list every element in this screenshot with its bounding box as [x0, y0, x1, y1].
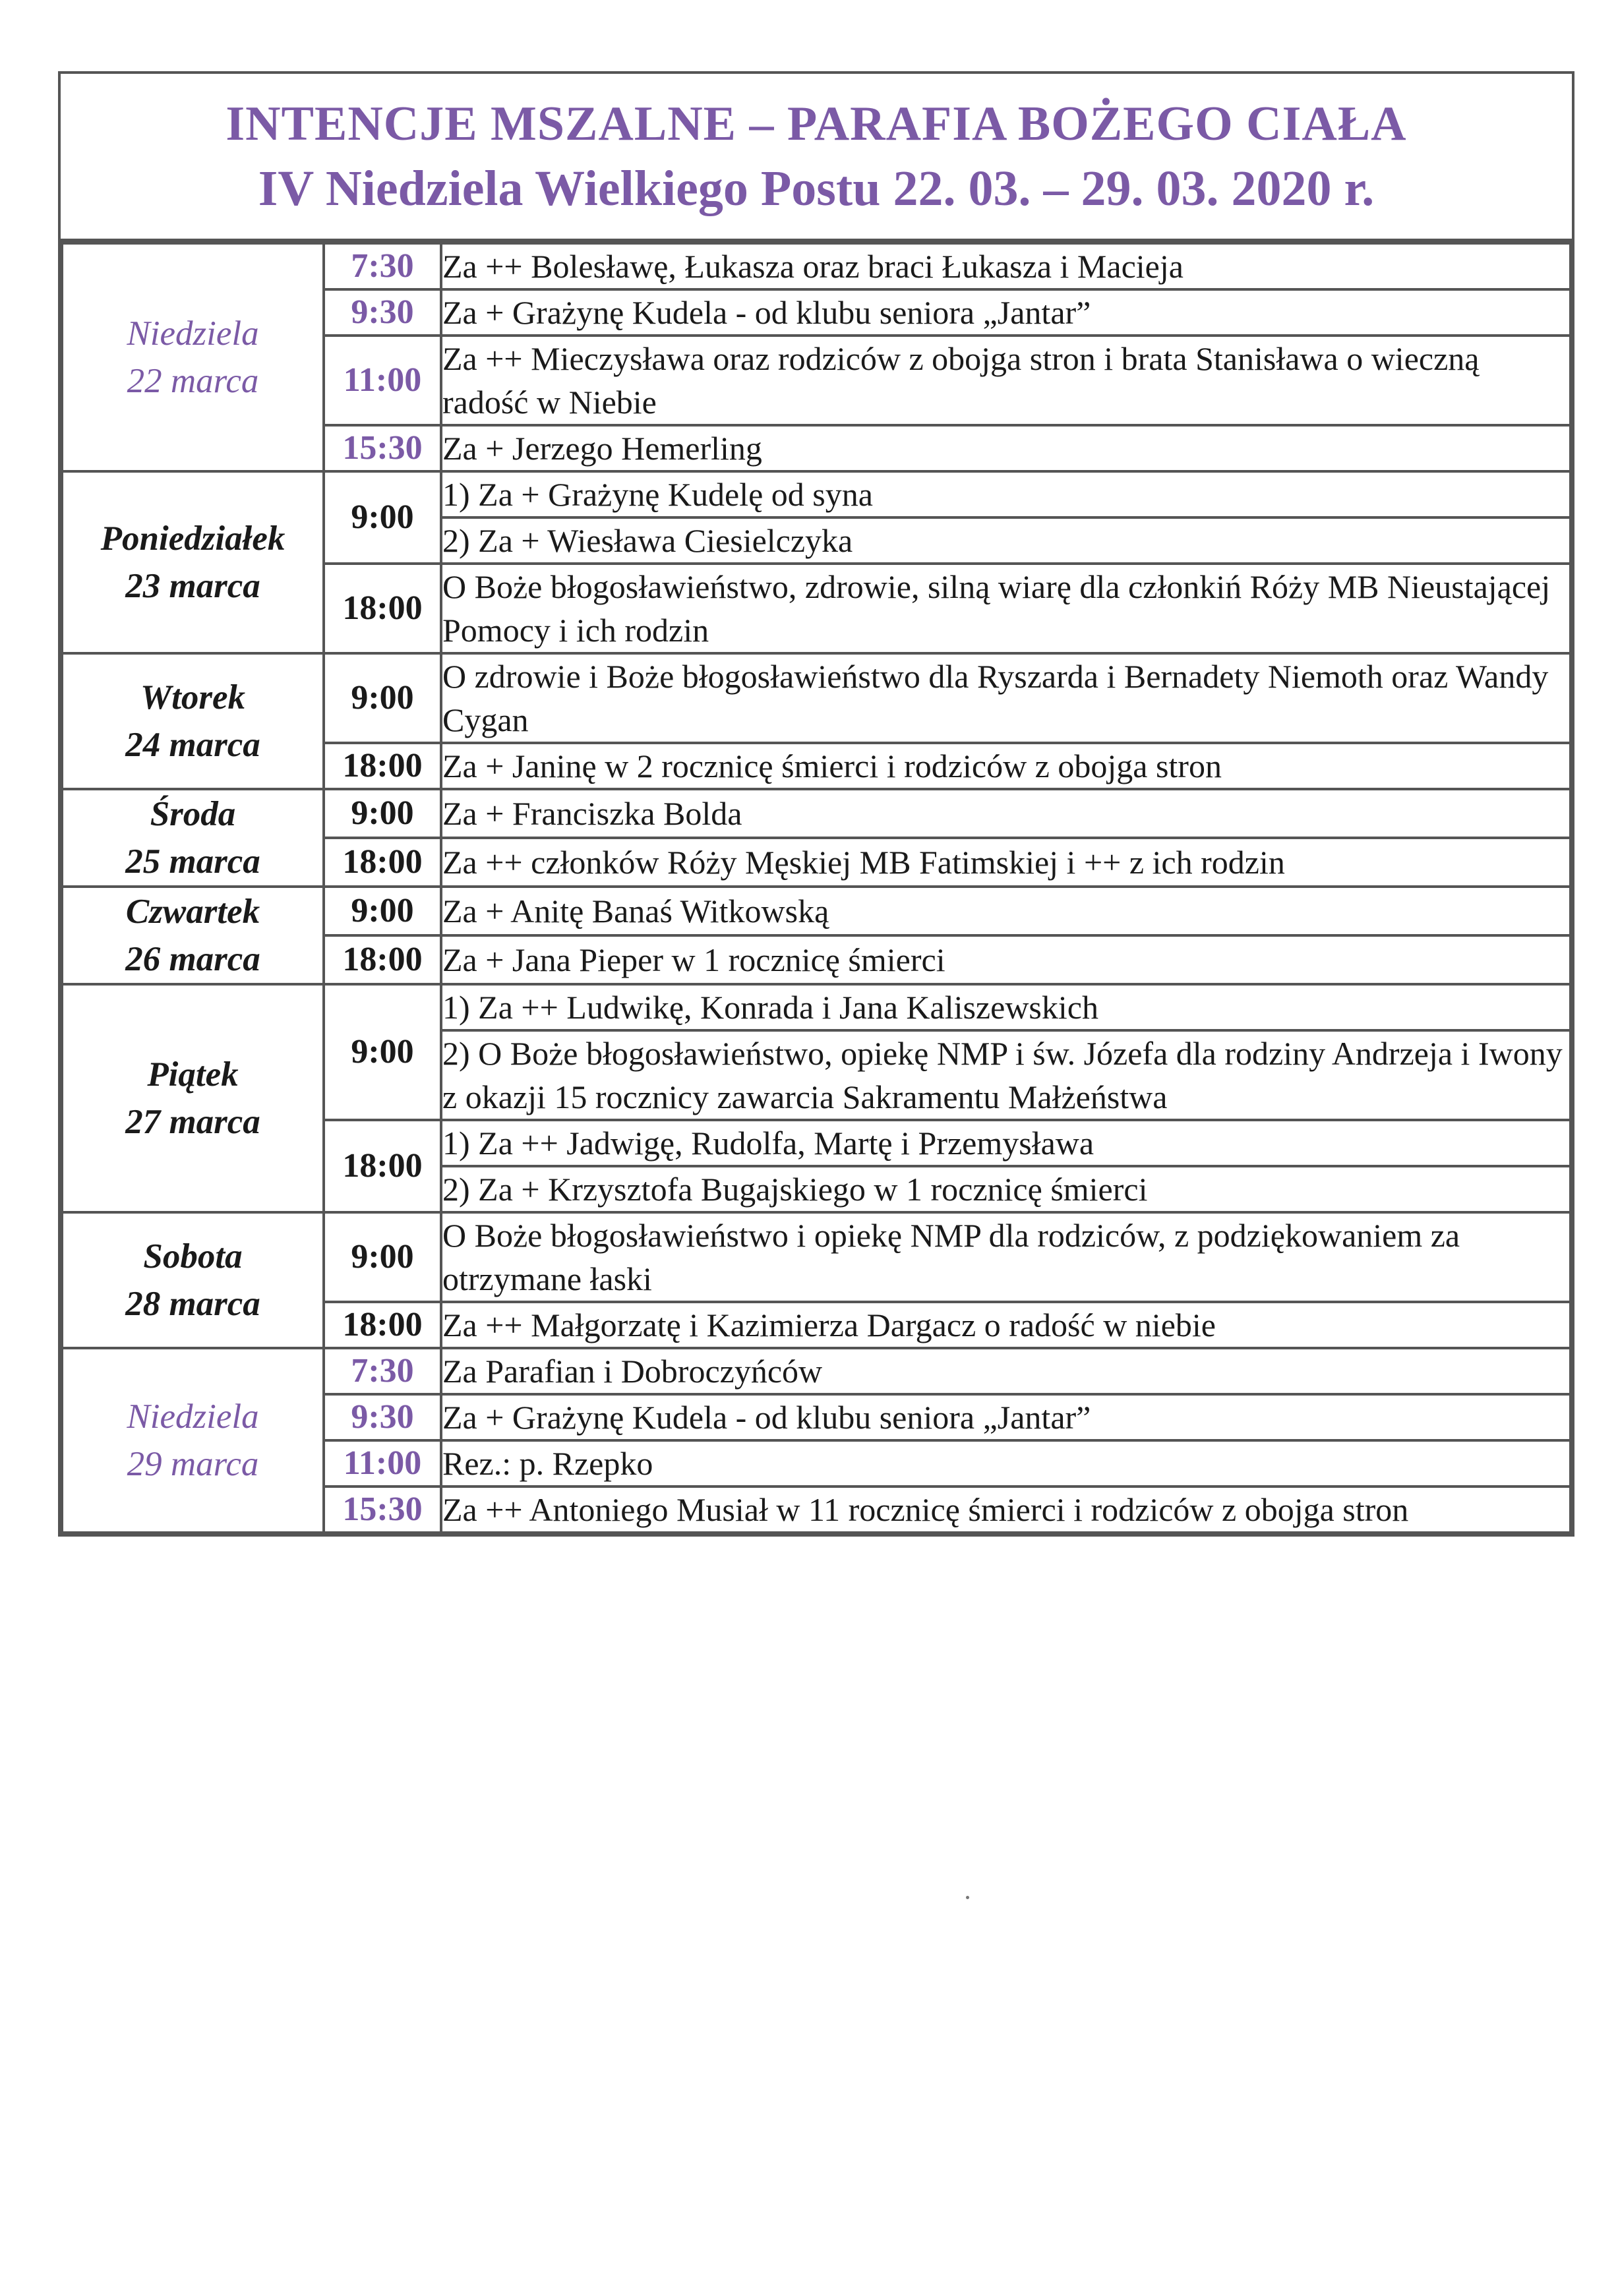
- day-date: 22 marca: [127, 362, 259, 400]
- day-name: Sobota: [143, 1237, 243, 1276]
- day-date: 27 marca: [125, 1103, 260, 1141]
- mass-intention: Za Parafian i Dobroczyńców: [441, 1348, 1571, 1394]
- schedule-row: [62, 789, 1571, 838]
- day-name: Niedziela: [127, 314, 259, 353]
- mass-intention: Rez.: p. Rzepko: [441, 1440, 1571, 1487]
- page-title: INTENCJE MSZALNE – PARAFIA BOŻEGO CIAŁA: [225, 97, 1407, 151]
- mass-intention: Za + Janinę w 2 rocznicę śmierci i rodziców z obojga stron: [441, 743, 1571, 789]
- day-name: Czwartek: [125, 893, 260, 931]
- day-name: Piątek: [147, 1055, 239, 1094]
- mass-time: 9:30: [324, 1394, 441, 1440]
- day-cell: [62, 471, 324, 653]
- day-name: Wtorek: [140, 678, 245, 717]
- mass-time: 9:00: [324, 887, 441, 935]
- schedule-table: [61, 242, 1572, 1534]
- mass-intention: 1) Za + Grażynę Kudelę od syna: [441, 471, 1571, 517]
- mass-intention: Za ++ Małgorzatę i Kazimierza Dargacz o radość w niebie: [441, 1302, 1571, 1348]
- mass-time: 18:00: [324, 935, 441, 984]
- mass-intention: Za + Grażynę Kudela - od klubu seniora „Jantar”: [441, 289, 1571, 336]
- mass-time: 11:00: [324, 1440, 441, 1487]
- mass-time: 9:00: [324, 984, 441, 1120]
- mass-intention: Za + Anitę Banaś Witkowską: [441, 887, 1571, 935]
- mass-time: 9:00: [324, 1212, 441, 1302]
- day-name: Poniedziałek: [100, 519, 285, 558]
- mass-intention: O Boże błogosławieństwo i opiekę NMP dla rodziców, z podziękowaniem za otrzymane łaski: [441, 1212, 1571, 1302]
- mass-time: 18:00: [324, 743, 441, 789]
- mass-time: 9:00: [324, 653, 441, 743]
- day-date: 23 marca: [125, 567, 260, 605]
- mass-time: 18:00: [324, 1302, 441, 1348]
- day-date: 26 marca: [125, 940, 260, 978]
- day-name: Niedziela: [127, 1398, 259, 1436]
- mass-intention: O zdrowie i Boże błogosławieństwo dla Ryszarda i Bernadety Niemoth oraz Wandy Cygan: [441, 653, 1571, 743]
- schedule-row: [62, 243, 1571, 289]
- mass-time: 9:00: [324, 471, 441, 564]
- mass-intention: O Boże błogosławieństwo, zdrowie, silną wiarę dla członkiń Róży MB Nieustającej Pomocy i ich rodzin: [441, 564, 1571, 653]
- day-cell: [62, 243, 324, 471]
- mass-time: 18:00: [324, 1120, 441, 1212]
- day-cell: [62, 887, 324, 984]
- day-cell: [62, 789, 324, 887]
- mass-time: 9:00: [324, 789, 441, 838]
- mass-time: 7:30: [324, 243, 441, 289]
- mass-intention: Za + Jerzego Hemerling: [441, 425, 1571, 471]
- day-cell: [62, 653, 324, 789]
- mass-time: 18:00: [324, 838, 441, 887]
- mass-intention: 1) Za ++ Jadwigę, Rudolfa, Martę i Przemysława: [441, 1120, 1571, 1166]
- mass-intention: Za ++ Antoniego Musiał w 11 rocznicę śmierci i rodziców z obojga stron: [441, 1487, 1571, 1533]
- page-subtitle: IV Niedziela Wielkiego Postu 22. 03. – 29. 03. 2020 r.: [258, 161, 1375, 216]
- day-date: 24 marca: [125, 726, 260, 764]
- schedule-row: [62, 471, 1571, 517]
- scan-speck: [966, 1896, 969, 1899]
- day-cell: [62, 984, 324, 1212]
- schedule-row: [62, 653, 1571, 743]
- mass-time: 11:00: [324, 336, 441, 425]
- mass-time: 9:30: [324, 289, 441, 336]
- mass-time: 18:00: [324, 564, 441, 653]
- mass-intention: 2) O Boże błogosławieństwo, opiekę NMP i św. Józefa dla rodziny Andrzeja i Iwony z okazji 15 rocznicy zawarcia Sakramentu Małżeństwa: [441, 1030, 1571, 1120]
- mass-intention: Za + Grażynę Kudela - od klubu seniora „Jantar”: [441, 1394, 1571, 1440]
- day-date: 29 marca: [127, 1445, 259, 1483]
- mass-time: 15:30: [324, 1487, 441, 1533]
- mass-intention: Za ++ Bolesławę, Łukasza oraz braci Łukasza i Macieja: [441, 243, 1571, 289]
- intentions-sheet: [58, 71, 1574, 1537]
- schedule-row: [62, 984, 1571, 1030]
- schedule-body: [62, 243, 1571, 1533]
- mass-time: 7:30: [324, 1348, 441, 1394]
- day-date: 28 marca: [125, 1285, 260, 1323]
- mass-intention: Za + Jana Pieper w 1 rocznicę śmierci: [441, 935, 1571, 984]
- header: [61, 74, 1572, 242]
- mass-intention: Za + Franciszka Bolda: [441, 789, 1571, 838]
- schedule-row: [62, 1212, 1571, 1302]
- mass-intention: Za ++ członków Róży Męskiej MB Fatimskiej i ++ z ich rodzin: [441, 838, 1571, 887]
- mass-time: 15:30: [324, 425, 441, 471]
- day-date: 25 marca: [125, 842, 260, 881]
- mass-intention: 1) Za ++ Ludwikę, Konrada i Jana Kaliszewskich: [441, 984, 1571, 1030]
- schedule-row: [62, 887, 1571, 935]
- day-name: Środa: [150, 795, 236, 833]
- mass-intention: Za ++ Mieczysława oraz rodziców z obojga stron i brata Stanisława o wieczną radość w Niebie: [441, 336, 1571, 425]
- day-cell: [62, 1212, 324, 1348]
- mass-intention: 2) Za + Wiesława Ciesielczyka: [441, 517, 1571, 564]
- schedule-row: [62, 1348, 1571, 1394]
- mass-intention: 2) Za + Krzysztofa Bugajskiego w 1 rocznicę śmierci: [441, 1166, 1571, 1212]
- day-cell: [62, 1348, 324, 1533]
